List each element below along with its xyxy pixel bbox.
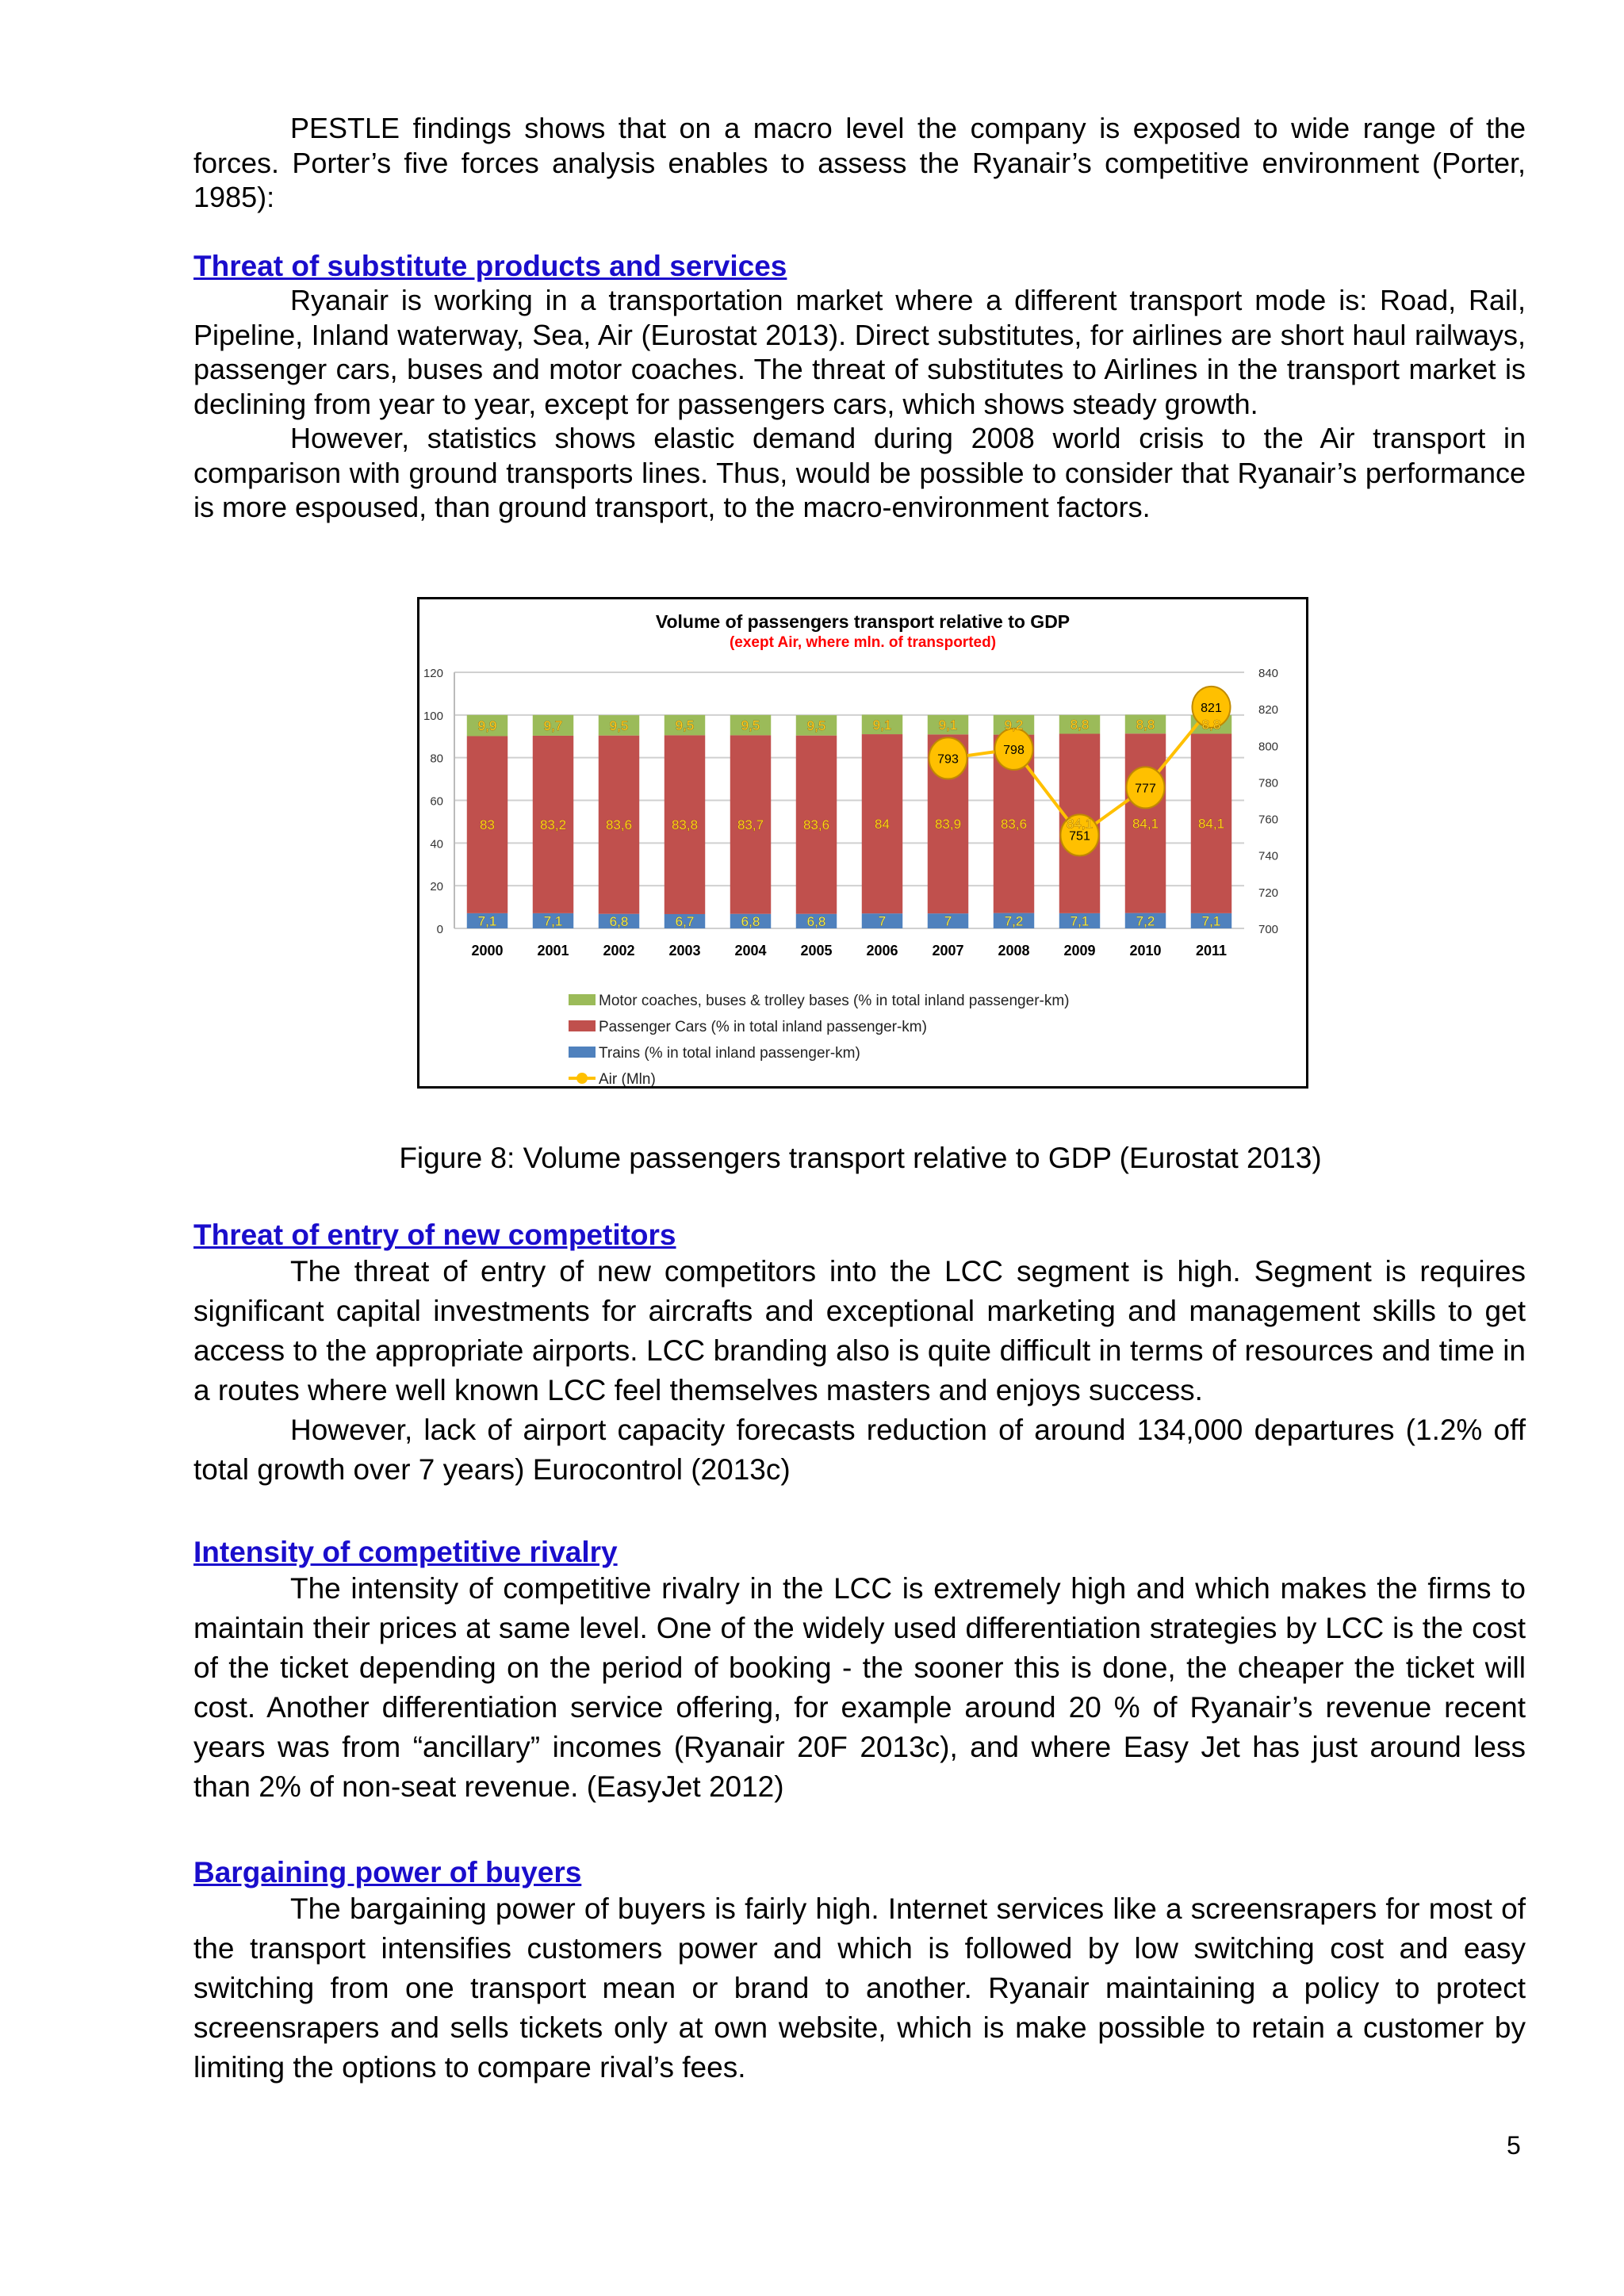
bar-data-label: 83,7 — [737, 817, 764, 833]
legend-label: Trains (% in total inland passenger-km) — [599, 1045, 860, 1062]
bar-data-label: 8,8 — [1201, 717, 1221, 733]
bar-data-label: 7,1 — [1070, 913, 1090, 929]
section-heading: Threat of entry of new competitors — [193, 1219, 676, 1251]
bar-data-label: 6,8 — [741, 913, 760, 929]
y2-tick-label: 800 — [1258, 740, 1279, 754]
bar-data-label: 9,5 — [741, 718, 760, 733]
y-tick-label: 60 — [430, 794, 443, 809]
bar-data-label: 6,8 — [609, 913, 629, 929]
paragraph: Ryanair is working in a transportation market where a different transport mode is: Road, Rail, Pipeline, Inland waterway, Sea, Air (Eurostat 2013). Direct substitutes, for airlines are short haul railways, passenger cars, buses and motor coaches. The threat of substitutes to Airlines in the transport market is declining from year to year, except for passengers cars, which shows steady growth. — [193, 284, 1526, 420]
legend-swatch — [569, 1047, 596, 1058]
bar-data-label: 83,9 — [934, 817, 962, 832]
y-tick-label: 80 — [430, 752, 443, 766]
bar-data-label: 9,7 — [543, 718, 563, 733]
chart-frame — [417, 597, 1308, 1089]
paragraph: However, statistics shows elastic demand during 2008 world crisis to the Air transport in comparison with ground transports lines. Thus, would be possible to consider that Ryanair’s performance is more espoused, than ground transport, to the macro-environment factors. — [193, 422, 1526, 523]
bar-data-label: 83,6 — [605, 817, 633, 833]
x-tick-label: 2000 — [471, 943, 504, 959]
bar-data-label: 7,2 — [1004, 913, 1024, 929]
section-heading: Threat of substitute products and services — [193, 250, 787, 282]
y-tick-label: 40 — [430, 837, 443, 851]
bar-data-label: 7 — [878, 913, 887, 929]
x-tick-label: 2006 — [866, 943, 898, 959]
y2-tick-label: 760 — [1258, 813, 1279, 827]
stacked-bar-chart — [419, 599, 1306, 1086]
chart-title: Volume of passengers transport relative to GDP — [655, 611, 1071, 632]
bar-data-label: 6,7 — [675, 913, 695, 929]
x-tick-label: 2007 — [932, 943, 964, 959]
legend-label: Air (Mln) — [599, 1071, 656, 1086]
bar-data-label: 7,1 — [477, 913, 497, 929]
x-tick-label: 2004 — [734, 943, 767, 959]
section-buyers — [193, 1855, 1526, 2087]
figure-caption: Figure 8: Volume passengers transport relative to GDP (Eurostat 2013) — [399, 1142, 1322, 1174]
bar-data-label: 7,1 — [543, 913, 563, 929]
y2-tick-label: 780 — [1258, 776, 1279, 790]
intro-paragraph: PESTLE findings shows that on a macro level the company is exposed to wide range of the forces. Porter’s five forces analysis enables to assess the Ryanair’s competitive environment (Porter, 1985): — [193, 112, 1526, 213]
bar-data-label: 83,6 — [802, 817, 830, 833]
bar-data-label: 9,1 — [872, 717, 892, 733]
y2-tick-label: 740 — [1258, 849, 1279, 863]
x-tick-label: 2009 — [1063, 943, 1096, 959]
bar-data-label: 84,1 — [1197, 816, 1225, 832]
y2-tick-label: 700 — [1258, 923, 1279, 936]
bar-data-label: 6,8 — [806, 913, 826, 929]
y2-tick-label: 820 — [1258, 703, 1279, 718]
section-heading: Intensity of competitive rivalry — [193, 1536, 618, 1568]
bar-data-label: 7,2 — [1136, 913, 1155, 929]
bar-data-label: 83,8 — [671, 817, 699, 833]
paragraph: The bargaining power of buyers is fairly high. Internet services like a screensrapers for most of the transport intensifies customers power and which is followed by low switching cost and easy switching from one transport mean or brand to another. Ryanair maintaining a policy to protect screensrapers and sells tickets only at own website, which is make possible to retain a customer by limiting the options to compare rival’s fees. — [193, 1892, 1526, 2084]
x-tick-label: 2005 — [800, 943, 833, 959]
intro-block — [193, 111, 1526, 215]
x-tick-label: 2003 — [668, 943, 701, 959]
y-tick-label: 100 — [423, 709, 443, 723]
page-number: 5 — [1507, 2131, 1521, 2160]
section-heading: Bargaining power of buyers — [193, 1856, 582, 1888]
chart-subtitle: (exept Air, where mln. of transported) — [729, 634, 997, 651]
air-data-label: 798 — [1003, 743, 1025, 757]
legend-swatch — [569, 994, 596, 1005]
bar-data-label: 83,2 — [539, 817, 567, 832]
bar-data-label: 9,5 — [609, 718, 629, 733]
y-tick-label: 0 — [436, 923, 443, 936]
legend-label: Motor coaches, buses & trolley bases (% in total inland passenger-km) — [599, 993, 1070, 1009]
x-tick-label: 2008 — [998, 943, 1030, 959]
bar-data-label: 8,8 — [1070, 717, 1090, 733]
x-tick-label: 2002 — [603, 943, 635, 959]
y-tick-label: 120 — [423, 667, 443, 680]
bar-data-label: 9,5 — [806, 718, 826, 733]
bar-data-label: 8,8 — [1136, 717, 1155, 733]
bar-data-label: 84,1 — [1066, 816, 1094, 832]
bar-data-label: 84,1 — [1132, 816, 1159, 832]
bar-data-label: 83,6 — [1000, 817, 1028, 832]
y2-tick-label: 840 — [1258, 667, 1279, 680]
legend-swatch — [569, 1020, 596, 1031]
paragraph: The intensity of competitive rivalry in the LCC is extremely high and which makes the firms to maintain their prices at same level. One of the widely used differentiation strategies by LCC is the cost of the ticket depending on the period of booking - the sooner this is done, the cheaper the ticket will cost. Another differentiation service offering, for example around 20 % of Ryanair’s revenue recent years was from “ancillary” incomes (Ryanair 20F 2013c), and where Easy Jet has just around less than 2% of non-seat revenue. (EasyJet 2012) — [193, 1572, 1526, 1803]
legend-label: Passenger Cars (% in total inland passenger-km) — [599, 1019, 927, 1035]
bar-data-label: 9,5 — [675, 718, 695, 733]
x-tick-label: 2001 — [537, 943, 569, 959]
y-tick-label: 20 — [430, 880, 443, 894]
paragraph: The threat of entry of new competitors into the LCC segment is high. Segment is requires significant capital investments for aircrafts and exceptional marketing and management skills to get access to the appropriate airports. LCC branding also is quite difficult in terms of resources and time in a routes where well known LCC feel themselves masters and enjoys success. — [193, 1255, 1526, 1406]
legend-marker-swatch — [576, 1073, 588, 1084]
bar-data-label: 9,1 — [938, 718, 958, 733]
air-data-label: 751 — [1069, 829, 1090, 844]
air-data-label: 793 — [937, 752, 959, 767]
air-data-label: 821 — [1201, 701, 1222, 715]
bar-data-label: 9,2 — [1004, 718, 1024, 733]
paragraph: However, lack of airport capacity forecasts reduction of around 134,000 departures (1.2% off total growth over 7 years) Eurocontrol (2013c) — [193, 1414, 1526, 1486]
air-data-label: 777 — [1135, 782, 1156, 796]
bar-data-label: 84 — [875, 817, 890, 832]
section-substitutes — [193, 249, 1526, 525]
bar-data-label: 7 — [944, 913, 952, 929]
bar-data-label: 9,9 — [477, 718, 497, 734]
section-rivalry — [193, 1535, 1526, 1807]
section-new-entrants — [193, 1218, 1526, 1490]
bar-data-label: 7,1 — [1201, 913, 1221, 929]
bar-data-label: 83 — [480, 817, 495, 833]
x-tick-label: 2011 — [1195, 943, 1228, 959]
y2-tick-label: 720 — [1258, 886, 1279, 900]
x-tick-label: 2010 — [1129, 943, 1162, 959]
